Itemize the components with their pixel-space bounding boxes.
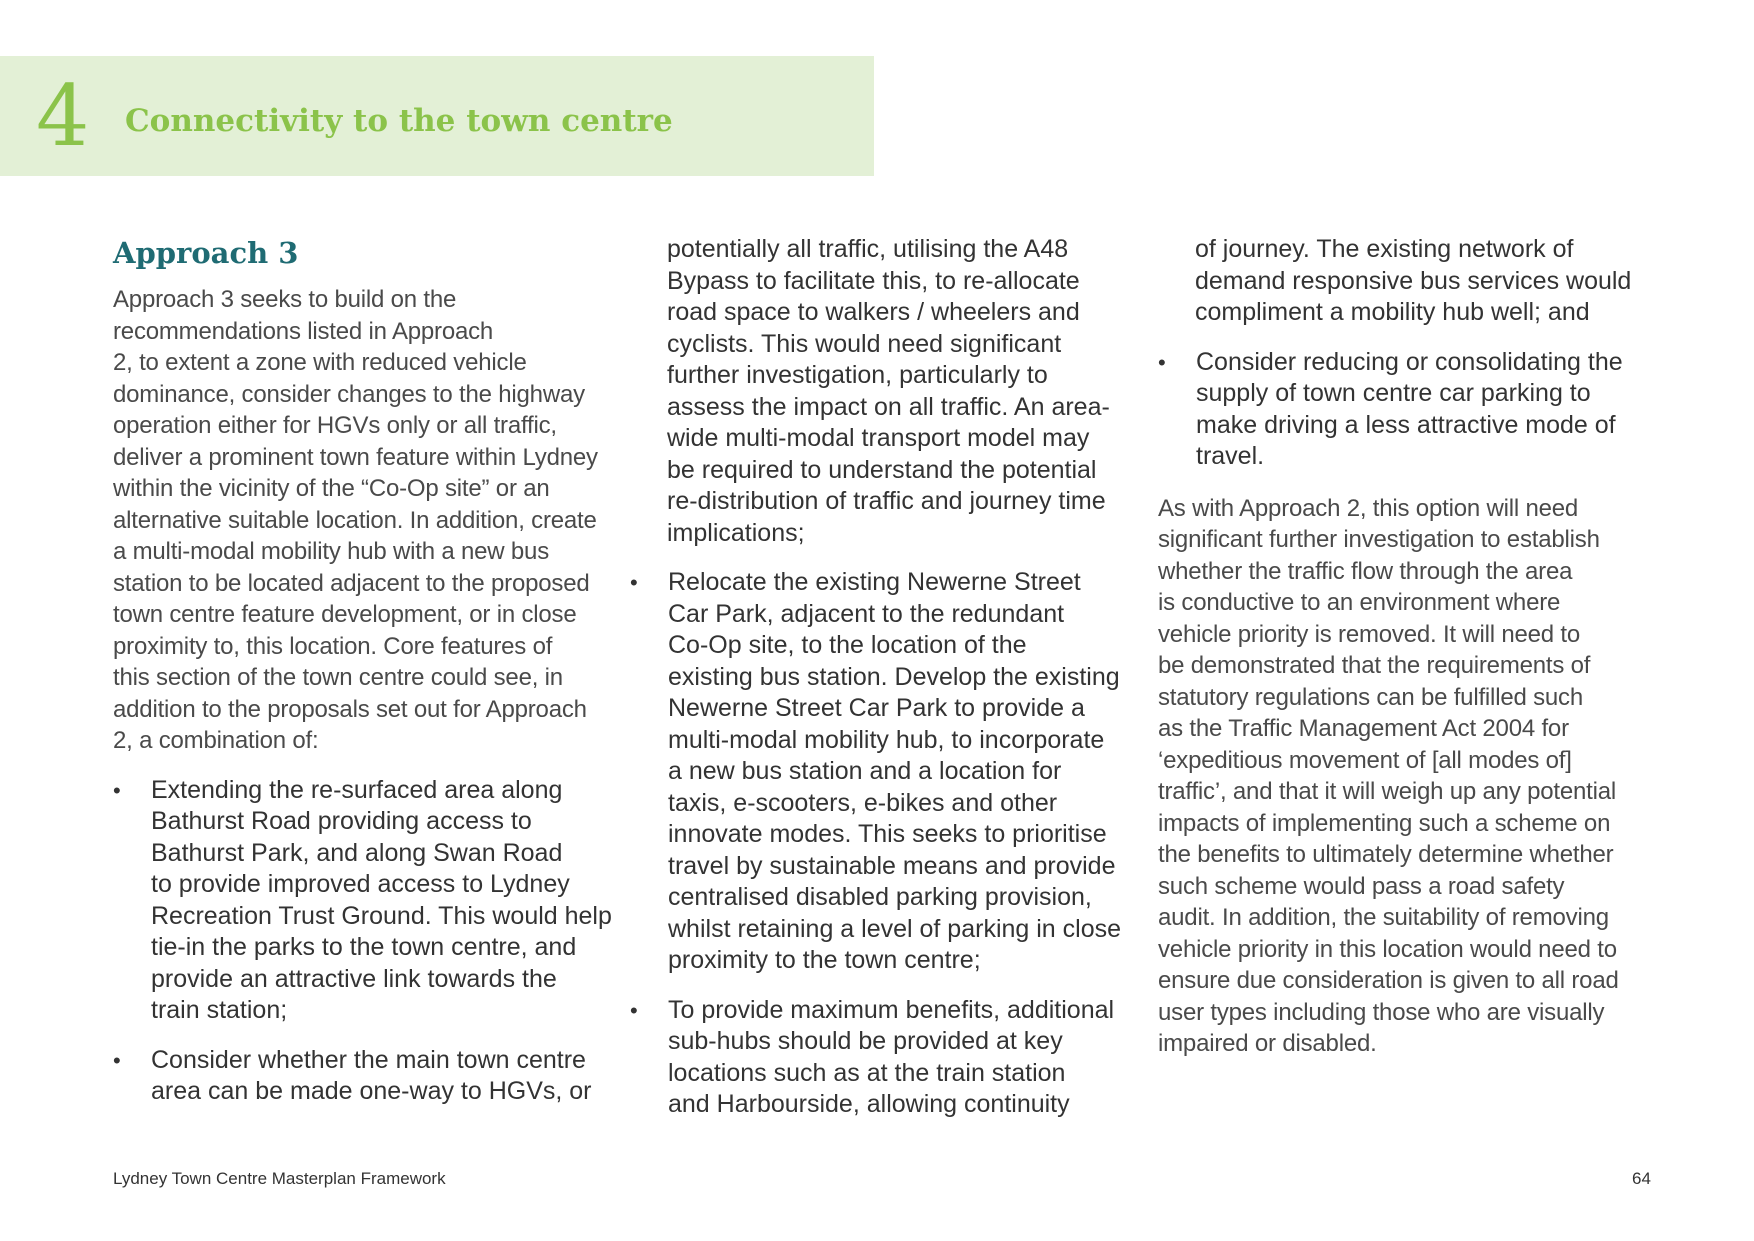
text-line: assess the impact on all traffic. An area- — [667, 392, 1110, 421]
text-line: ‘expeditious movement of [all modes of] — [1158, 746, 1572, 774]
bullet-item — [630, 995, 1140, 1121]
text-line: such scheme would pass a road safety — [1158, 872, 1565, 900]
bullet-continuation — [630, 234, 1140, 549]
text-line: significant further investigation to establish — [1158, 526, 1600, 553]
text-line: Relocate the existing Newerne Street — [668, 568, 1081, 596]
text-line: As with Approach 2, this option will need — [1158, 494, 1579, 522]
chapter-title: Connectivity to the town centre — [125, 103, 673, 139]
text-line: existing bus station. Develop the existing — [668, 662, 1120, 691]
text-line: Bypass to facilitate this, to re-allocate — [667, 266, 1080, 295]
bullet-item — [1158, 347, 1658, 473]
text-line: locations such as at the train station — [668, 1058, 1066, 1087]
text-line: be demonstrated that the requirements of — [1158, 652, 1591, 679]
bullet-marker: • — [630, 570, 638, 595]
text-line: whether the traffic flow through the area — [1158, 557, 1573, 585]
text-line: demand responsive bus services would — [1195, 266, 1632, 295]
text-line: as the Traffic Management Act 2004 for — [1158, 715, 1569, 742]
text-line: operation either for HGVs only or all traffic, — [113, 412, 557, 439]
bullet-item — [113, 1045, 625, 1108]
text-line: road space to walkers / wheelers and — [667, 298, 1080, 326]
text-line: wide multi-modal transport model may — [667, 424, 1090, 452]
chapter-number: 4 — [36, 67, 90, 165]
column-1 — [113, 234, 625, 1108]
page-number: 64 — [1632, 1169, 1651, 1188]
text-line: audit. In addition, the suitability of removing — [1158, 904, 1609, 931]
text-line: travel. — [1196, 442, 1265, 470]
text-line: addition to the proposals set out for Approach — [113, 695, 587, 723]
text-line: proximity to the town centre; — [668, 946, 981, 974]
text-line: 2, a combination of: — [113, 727, 319, 754]
footer-document-title: Lydney Town Centre Masterplan Framework — [113, 1169, 446, 1188]
text-line: Approach 3 seeks to build on the — [113, 286, 457, 313]
text-line: vehicle priority is removed. It will need to — [1158, 620, 1581, 648]
column-3 — [1158, 234, 1658, 1060]
text-line: a multi-modal mobility hub with a new bus — [113, 538, 549, 565]
text-line: statutory regulations can be fulfilled such — [1158, 683, 1583, 711]
text-line: traffic’, and that it will weigh up any potential — [1158, 778, 1617, 805]
text-line: Bathurst Road providing access to — [151, 807, 532, 835]
text-line: ensure due consideration is given to all road — [1158, 967, 1619, 994]
text-line: 2, to extent a zone with reduced vehicle — [113, 349, 527, 376]
text-line: within the vicinity of the “Co-Op site” or an — [113, 475, 550, 502]
text-line: area can be made one-way to HGVs, or — [151, 1077, 592, 1105]
text-line: dominance, consider changes to the highway — [113, 380, 585, 408]
text-line: town centre feature development, or in close — [113, 601, 577, 628]
text-line: centralised disabled parking provision, — [668, 883, 1092, 911]
text-line: vehicle priority in this location would need to — [1158, 935, 1617, 963]
bullet-item — [630, 567, 1140, 977]
text-line: whilst retaining a level of parking in close — [668, 914, 1122, 943]
text-line: tie-in the parks to the town centre, and — [151, 933, 577, 961]
text-line: Newerne Street Car Park to provide a — [668, 694, 1085, 722]
text-line: innovate modes. This seeks to prioritise — [668, 820, 1107, 848]
text-line: of journey. The existing network of — [1195, 235, 1574, 263]
bullet-list — [1158, 347, 1658, 473]
text-line: provide an attractive link towards the — [151, 964, 557, 993]
text-line: train station; — [151, 996, 288, 1024]
text-line: Extending the re-surfaced area along — [151, 775, 563, 804]
bullet-list — [113, 775, 625, 1108]
text-line: recommendations listed in Approach — [113, 317, 494, 345]
text-line: is conductive to an environment where — [1158, 589, 1561, 616]
text-line: be required to understand the potential — [667, 455, 1097, 484]
text-line: Car Park, adjacent to the redundant — [668, 599, 1065, 628]
text-line: further investigation, particularly to — [667, 361, 1048, 389]
column-2 — [630, 234, 1140, 1121]
text-line: the benefits to ultimately determine whether — [1158, 841, 1614, 868]
text-line: To provide maximum benefits, additional — [668, 995, 1115, 1024]
bullet-marker: • — [113, 777, 121, 803]
text-line: implications; — [667, 518, 805, 547]
text-line: this section of the town centre could see, in — [113, 664, 563, 691]
text-line: station to be located adjacent to the proposed — [113, 569, 590, 597]
text-line: Recreation Trust Ground. This would help — [151, 901, 612, 930]
text-line: potentially all traffic, utilising the A48 — [667, 235, 1069, 263]
bullet-marker: • — [630, 997, 638, 1023]
text-line: and Harbourside, allowing continuity — [668, 1090, 1070, 1118]
text-line: cyclists. This would need significant — [667, 329, 1062, 358]
text-line: impaired or disabled. — [1158, 1030, 1377, 1057]
text-line: supply of town centre car parking to — [1196, 379, 1591, 407]
text-line: taxis, e-scooters, e-bikes and other — [668, 788, 1058, 817]
bullet-marker: • — [113, 1047, 121, 1073]
text-line: impacts of implementing such a scheme on — [1158, 809, 1611, 837]
bullet-continuation — [1158, 234, 1658, 329]
text-line: re-distribution of traffic and journey time — [667, 487, 1106, 515]
text-line: user types including those who are visually — [1158, 998, 1605, 1026]
text-line: make driving a less attractive mode of — [1196, 410, 1616, 439]
text-line: multi-modal mobility hub, to incorporate — [668, 725, 1105, 754]
text-line: Co-Op site, to the location of the — [668, 631, 1027, 659]
text-line: compliment a mobility hub well; and — [1195, 298, 1590, 326]
text-line: travel by sustainable means and provide — [668, 851, 1116, 880]
section-heading: Approach 3 — [113, 236, 299, 270]
text-line: Consider whether the main town centre — [151, 1045, 586, 1074]
text-line: a new bus station and a location for — [668, 757, 1062, 785]
text-line: to provide improved access to Lydney — [151, 870, 570, 898]
text-line: Consider reducing or consolidating the — [1196, 347, 1623, 376]
bullet-list — [630, 567, 1140, 1121]
intro-paragraph — [113, 284, 625, 757]
text-line: Bathurst Park, and along Swan Road — [151, 838, 563, 867]
closing-paragraph — [1158, 493, 1658, 1060]
bullet-item — [113, 775, 625, 1027]
text-line: sub-hubs should be provided at key — [668, 1027, 1063, 1055]
text-line: proximity to, this location. Core features of — [113, 632, 553, 660]
text-line: alternative suitable location. In addition, create — [113, 506, 597, 534]
bullet-marker: • — [1158, 349, 1166, 375]
text-line: deliver a prominent town feature within Lydney — [113, 443, 598, 471]
